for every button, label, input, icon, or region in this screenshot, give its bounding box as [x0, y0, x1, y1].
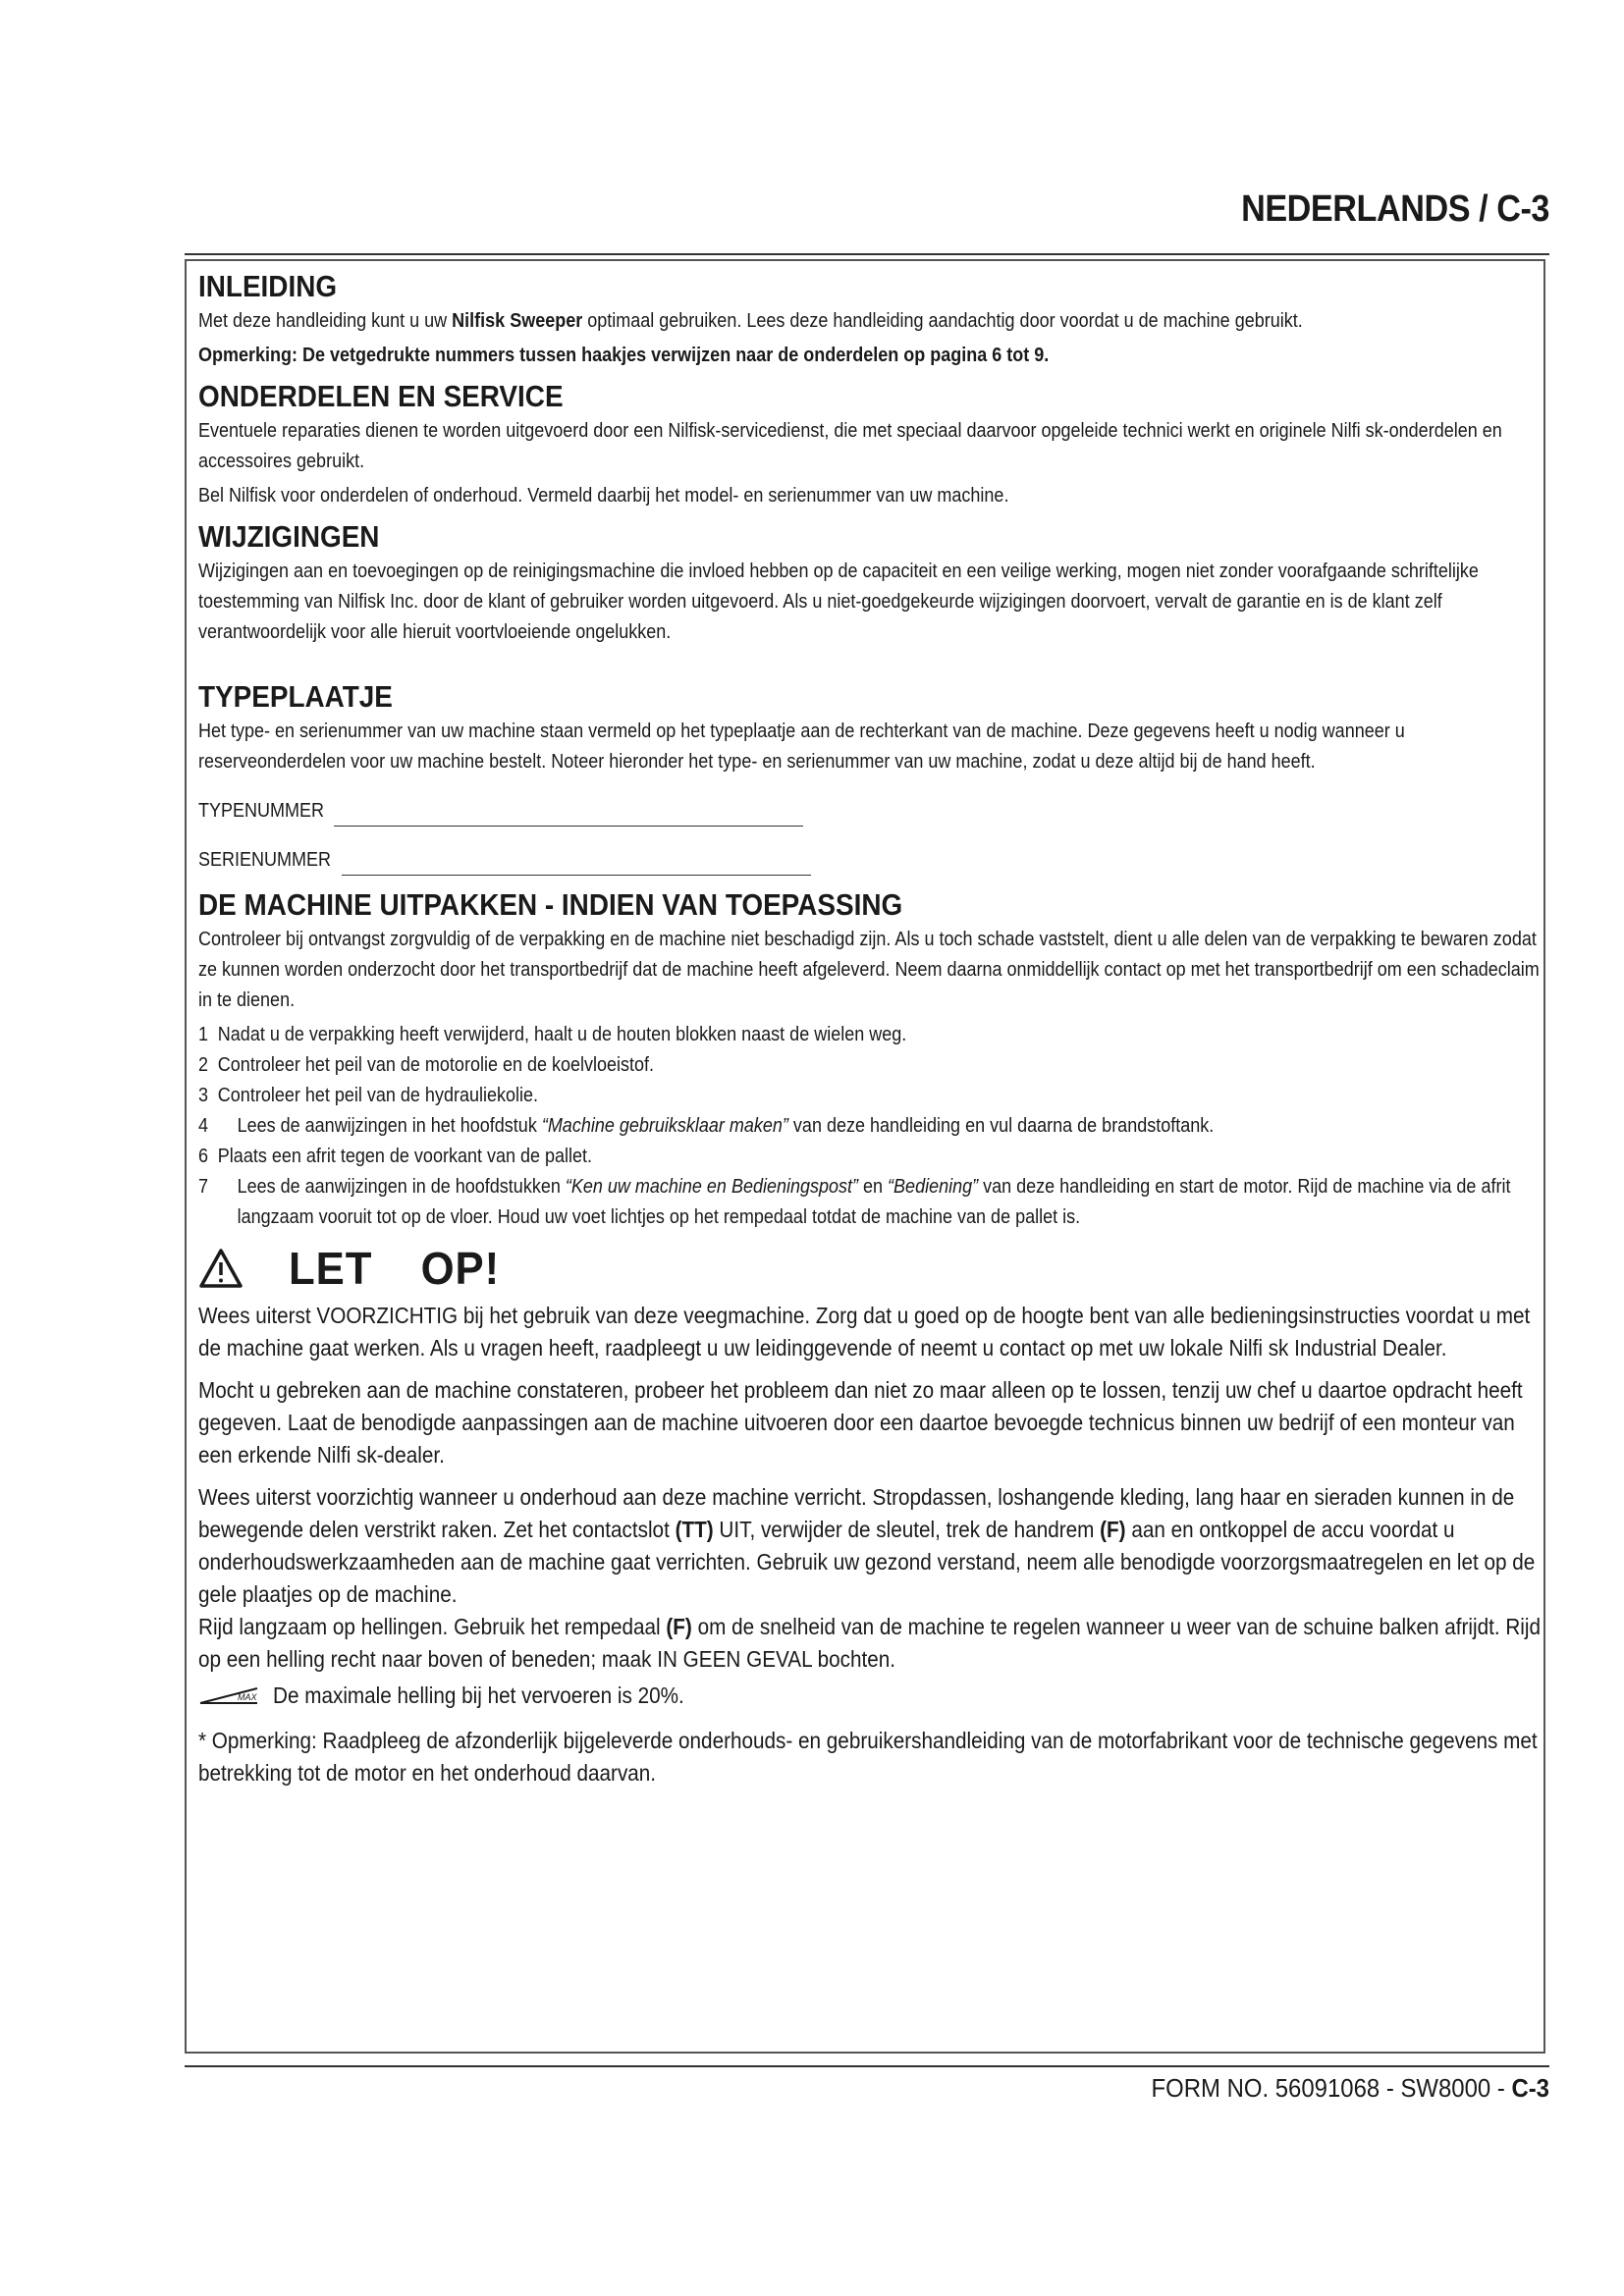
max-slope-text: De maximale helling bij het vervoeren is 20%. — [273, 1682, 684, 1708]
list-item — [198, 1172, 1543, 1233]
step-number: 3 — [198, 1085, 209, 1106]
step-text — [238, 1111, 1543, 1142]
form-number: FORM NO. 56091068 - SW8000 - — [1151, 2073, 1512, 2103]
uitpakken-paragraph: Controleer bij ontvangst zorgvuldig of de verpakking en de machine niet beschadigd zijn. Als u toch schade vaststelt, dient u alle delen van de verpakking te bewaren zodat ze kunnen worden onderzocht door het transportbedrijf dat de machine heeft afgeleverd. Neem daarna onmiddellijk contact op met het transportbedrijf om een schadeclaim in te dienen. — [198, 929, 1540, 1011]
step-chapter-ref: “Machine gebruiksklaar maken” — [541, 1115, 788, 1137]
letop-p3-text-c: aan en ontkoppel de accu voordat u onderhoudswerkzaamheden aan de machine gaat verrichten. Gebruik uw gezond verstand, neem alle benodigde voorzorgsmaatregelen en let op de gele plaatjes op de machine. — [198, 1517, 1536, 1607]
step-text-post: van deze handleiding en start de motor. Rijd de machine via de afrit langzaam vooruit tot op de vloer. Houd uw voet lichtjes op het rempedaal totdat de machine van de pallet is. — [237, 1176, 1511, 1228]
wijzigingen-paragraph: Wijzigingen aan en toevoegingen op de reinigingsmachine die invloed hebben op de capaciteit en een veilige werking, mogen niet zonder voorafgaande schriftelijke toestemming van Nilfisk Inc. door de klant of gebruiker worden uitgevoerd. Als u niet-goedgekeurde wijzigingen doorvoert, vervalt de garantie en is de klant zelf verantwoordelijk voor alle hieruit voortvloeiende ongelukken. — [198, 561, 1479, 643]
letop-p4-text-b: om de snelheid van de machine te regelen wanneer u weer van de schuine balken afrijdt. Rijd op een helling recht naar boven of beneden; maak IN GEEN GEVAL bochten. — [198, 1614, 1542, 1672]
inleiding-paragraph — [198, 306, 1543, 337]
heading-inleiding: INLEIDING — [198, 269, 338, 303]
list-item — [198, 1142, 1543, 1172]
letop-paragraph-4 — [198, 1611, 1543, 1676]
step-text-pre: Lees de aanwijzingen in de hoofdstukken — [237, 1176, 566, 1198]
heading-onderdelen: ONDERDELEN EN SERVICE — [198, 379, 564, 413]
list-item — [198, 1020, 1543, 1050]
step-text: Controleer het peil van de hydrauliekolie. — [217, 1085, 539, 1106]
inleiding-text-pre: Met deze handleiding kunt u uw — [198, 310, 453, 332]
step-text-post: van deze handleiding en vul daarna de brandstoftank. — [787, 1115, 1215, 1137]
footer-rule — [185, 2065, 1549, 2067]
warning-heading: LET OP! — [289, 1243, 501, 1294]
serial-number-line — [198, 836, 1543, 876]
manual-content — [198, 267, 1543, 1789]
letop-paragraph-3 — [198, 1481, 1543, 1611]
max-slope-line — [198, 1676, 1543, 1715]
inleiding-product-name: Nilfisk Sweeper — [452, 310, 583, 332]
inleiding-note-text: Opmerking: De vetgedrukte nummers tussen haakjes verwijzen naar de onderdelen op pagina 6 tot 9. — [198, 345, 1050, 366]
unpack-steps-list — [198, 1020, 1543, 1233]
section-onderdelen — [198, 377, 1543, 511]
list-item — [198, 1111, 1543, 1142]
max-slope-icon — [198, 1684, 259, 1706]
heading-wijzigingen: WIJZIGINGEN — [198, 519, 380, 554]
warning-title — [198, 1237, 1543, 1300]
page-header-title: NEDERLANDS / C-3 — [1241, 188, 1549, 230]
section-uitpakken — [198, 885, 1543, 1233]
ignition-switch-ref: (TT) — [675, 1517, 714, 1542]
page-footer — [294, 2073, 1549, 2104]
step-text: Nadat u de verpakking heeft verwijderd, haalt u de houten blokken naast de wielen weg. — [217, 1024, 907, 1045]
step-number: 1 — [198, 1024, 209, 1045]
warning-triangle-icon — [198, 1248, 244, 1289]
step-chapter-ref-2: “Bediening” — [888, 1176, 979, 1198]
section-let-op — [198, 1237, 1543, 1789]
section-inleiding — [198, 267, 1543, 371]
footer-page-number: C-3 — [1511, 2073, 1549, 2103]
letop-p4-text-a: Rijd langzaam op hellingen. Gebruik het rempedaal — [198, 1614, 667, 1639]
engine-manual-note: * Opmerking: Raadpleeg de afzonderlijk bijgeleverde onderhouds- en gebruikershandleiding van de motorfabrikant voor de technische gegevens met betrekking tot de motor en het onderhoud daarvan. — [198, 1728, 1538, 1786]
max-slope-icon-label: MAX — [238, 1692, 257, 1702]
type-number-blank — [334, 804, 803, 827]
letop-paragraph-1: Wees uiterst VOORZICHTIG bij het gebruik van deze veegmachine. Zorg dat u goed op de hoogte bent van alle bedieningsinstructies voordat u met de machine gaat werken. Als u vragen heeft, raadpleegt u uw leidinggevende of neemt u contact op met uw lokale Nilfi sk Industrial Dealer. — [198, 1303, 1531, 1361]
onderdelen-paragraph-1: Eventuele reparaties dienen te worden uitgevoerd door een Nilfisk-servicedienst, die met speciaal daarvoor opgeleide technici werkt en originele Nilfi sk-onderdelen en accessoires gebruikt. — [198, 420, 1502, 472]
onderdelen-paragraph-2: Bel Nilfisk voor onderdelen of onderhoud. Vermeld daarbij het model- en serienummer van uw machine. — [198, 485, 1009, 507]
section-typeplaatje — [198, 677, 1543, 876]
handbrake-ref: (F) — [1100, 1517, 1126, 1542]
inleiding-note — [198, 341, 1543, 371]
list-item — [198, 1081, 1543, 1111]
letop-p3-text-b: UIT, verwijder de sleutel, trek de handrem — [713, 1517, 1101, 1542]
type-number-line — [198, 787, 1543, 827]
heading-uitpakken: DE MACHINE UITPAKKEN - INDIEN VAN TOEPASSING — [198, 887, 903, 922]
step-number: 7 — [198, 1176, 209, 1198]
step-text-mid: en — [858, 1176, 889, 1198]
letop-p3-text-a: Wees uiterst voorzichtig wanneer u onderhoud aan deze machine verricht. Stropdassen, loshangende kleding, lang haar en sieraden kunnen in de bewegende delen verstrikt raken. Zet het contactslot — [198, 1484, 1515, 1542]
step-text: Plaats een afrit tegen de voorkant van de pallet. — [217, 1146, 593, 1167]
step-chapter-ref: “Ken uw machine en Bedieningspost” — [565, 1176, 859, 1198]
serial-number-label: SERIENUMMER — [198, 849, 332, 871]
step-text-pre: Lees de aanwijzingen in het hoofdstuk — [237, 1115, 542, 1137]
typeplaatje-paragraph: Het type- en serienummer van uw machine staan vermeld op het typeplaatje aan de rechterkant van de machine. Deze gegevens heeft u nodig wanneer u reserveonderdelen voor uw machine bestelt. Noteer hieronder het type- en serienummer van uw machine, zodat u deze altijd bij de hand heeft. — [198, 721, 1405, 773]
step-number: 2 — [198, 1054, 209, 1076]
letop-paragraph-2: Mocht u gebreken aan de machine constateren, probeer het probleem dan niet zo maar alleen op te lossen, tenzij uw chef u daartoe opdracht heeft gegeven. Laat de benodigde aanpassingen aan de machine uitvoeren door een daartoe bevoegde technicus binnen uw bedrijf of een monteur van een erkende Nilfi sk-dealer. — [198, 1377, 1523, 1468]
type-number-label: TYPENUMMER — [198, 800, 325, 822]
inleiding-text-post: optimaal gebruiken. Lees deze handleiding aandachtig door voordat u de machine gebruikt. — [582, 310, 1303, 332]
section-wijzigingen — [198, 517, 1543, 648]
header-rule — [185, 253, 1549, 255]
list-item — [198, 1050, 1543, 1081]
brake-pedal-ref: (F) — [666, 1614, 692, 1639]
step-text — [238, 1172, 1543, 1233]
step-text: Controleer het peil van de motorolie en de koelvloeistof. — [217, 1054, 655, 1076]
step-number: 4 — [198, 1115, 209, 1137]
step-number: 6 — [198, 1146, 209, 1167]
serial-number-blank — [342, 853, 811, 876]
heading-typeplaatje: TYPEPLAATJE — [198, 679, 393, 714]
